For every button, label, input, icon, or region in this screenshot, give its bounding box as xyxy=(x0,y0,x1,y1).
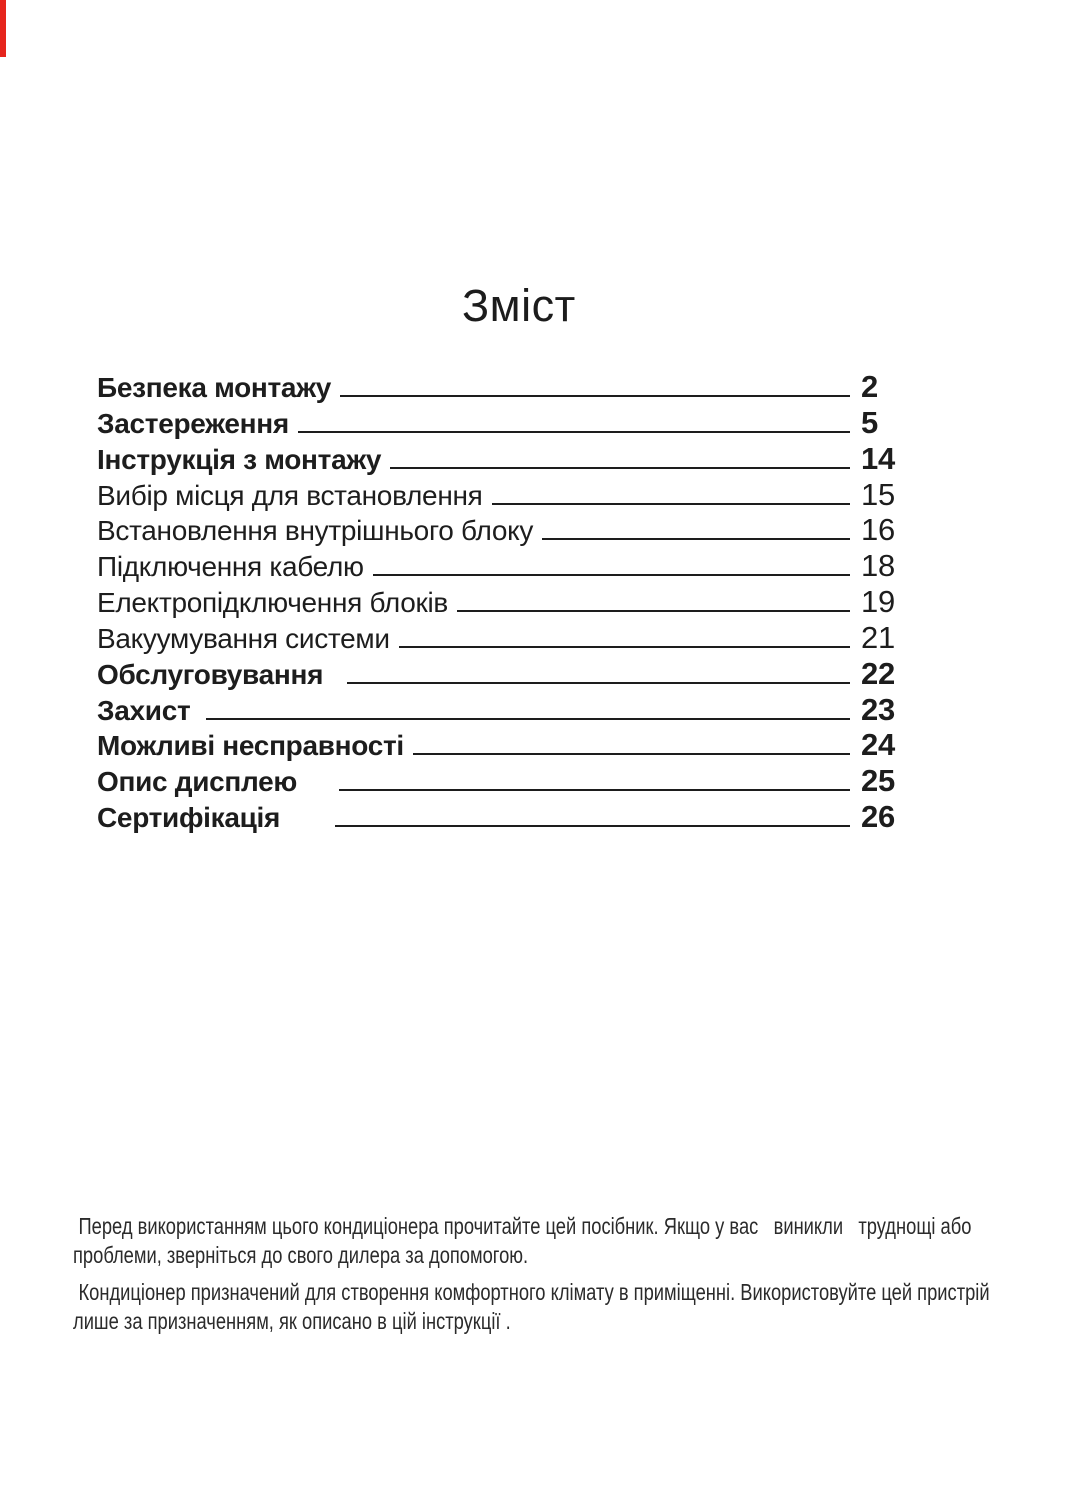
toc-page-number: 23 xyxy=(861,691,895,727)
toc-leader-line xyxy=(339,789,850,791)
toc-row xyxy=(97,548,903,584)
toc-row xyxy=(97,620,903,656)
toc-page-number: 16 xyxy=(861,512,895,548)
toc-row xyxy=(97,369,903,405)
toc-entry-label: Інструкція з монтажу xyxy=(97,443,382,475)
toc-entry-label: Вибір місця для встановлення xyxy=(97,479,483,511)
toc-entry-label: Сертифікація xyxy=(97,802,281,834)
toc-page-number: 15 xyxy=(861,476,895,512)
toc-leader-line xyxy=(492,503,850,505)
toc-entry-label: Застереження xyxy=(97,407,289,439)
toc-row xyxy=(97,512,903,548)
toc-leader-line xyxy=(206,718,850,720)
toc-leader-line xyxy=(347,682,850,684)
toc-row xyxy=(97,763,903,799)
toc-leader-line xyxy=(335,825,850,827)
toc-entry-label: Встановлення внутрішнього блоку xyxy=(97,515,534,547)
toc-leader-line xyxy=(390,467,850,469)
footer-paragraph-line: Перед використанням цього кондиціонера прочитайте цей посібник. Якщо у вас виникли труднощі або xyxy=(78,1213,972,1239)
toc-entry-label: Захист xyxy=(97,694,191,726)
toc-entry-label: Вакуумування системи xyxy=(97,622,390,654)
footer-paragraph-line: Кондиціонер призначений для створення комфортного клімату в приміщенні. Використовуйте цей пристрій xyxy=(78,1279,990,1305)
toc-row xyxy=(97,477,903,513)
toc-entry-label: Можливі несправності xyxy=(97,730,404,762)
toc-page-number: 25 xyxy=(861,763,895,799)
toc-page-number: 5 xyxy=(861,404,878,440)
toc-row xyxy=(97,584,903,620)
toc-entry-label: Електропідключення блоків xyxy=(97,587,449,619)
toc-leader-line xyxy=(373,574,850,576)
toc-leader-line xyxy=(399,646,850,648)
toc-row xyxy=(97,656,903,692)
footer-notes xyxy=(73,1212,1073,1344)
toc-entry-label: Підключення кабелю xyxy=(97,551,364,583)
toc-entry-label: Безпека монтажу xyxy=(97,372,332,403)
toc-entry-label: Обслуговування xyxy=(97,658,324,690)
toc-page-number: 21 xyxy=(861,619,895,655)
toc-row xyxy=(97,441,903,477)
footer-paragraph-line: проблеми, зверніться до свого дилера за допомогою. xyxy=(73,1241,529,1268)
toc-leader-line xyxy=(340,395,850,397)
toc-leader-line xyxy=(457,610,850,612)
toc-page-number: 18 xyxy=(861,548,895,584)
page-title: Зміст xyxy=(462,280,576,331)
toc-page-number: 14 xyxy=(861,440,895,476)
toc-page-number: 2 xyxy=(861,369,878,404)
toc-page-number: 26 xyxy=(861,799,895,835)
toc-row xyxy=(97,405,903,441)
footer-paragraph xyxy=(73,1212,1073,1269)
toc-leader-line xyxy=(542,538,850,540)
toc-leader-line xyxy=(298,431,850,433)
toc-page-number: 19 xyxy=(861,584,895,620)
toc-row xyxy=(97,692,903,728)
footer-paragraph xyxy=(73,1278,1073,1335)
toc-leader-line xyxy=(413,753,850,755)
footer-paragraph-line: лише за призначенням, як описано в цій інструкції . xyxy=(73,1307,511,1334)
toc-page-number: 22 xyxy=(861,655,895,691)
toc-entry-label: Опис дисплею xyxy=(97,766,298,798)
red-accent-bar xyxy=(0,0,6,57)
toc-list xyxy=(97,369,903,835)
toc-page-number: 24 xyxy=(861,727,895,763)
toc-row xyxy=(97,727,903,763)
toc-row xyxy=(97,799,903,835)
